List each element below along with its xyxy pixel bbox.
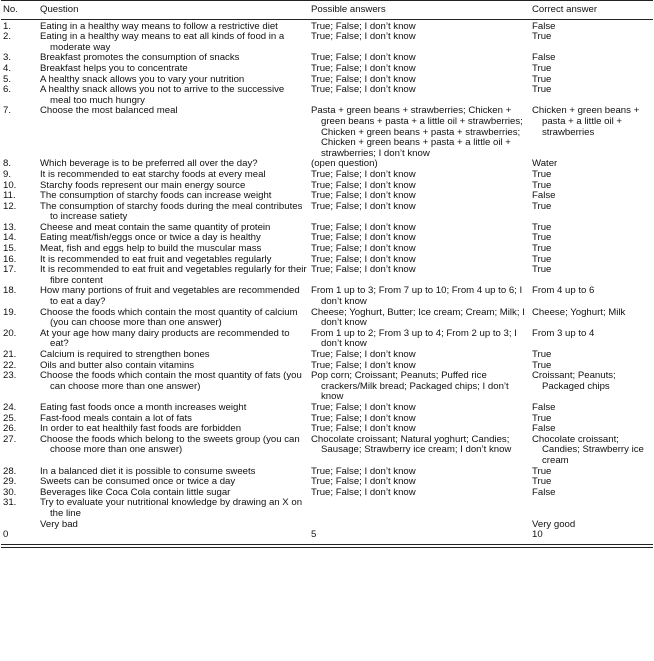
scale-values-row bbox=[1, 530, 653, 544]
table-row bbox=[1, 265, 653, 286]
row-correct-answer: True bbox=[532, 31, 552, 43]
header-question: Question bbox=[38, 1, 309, 20]
row-number: 28. bbox=[3, 465, 17, 477]
row-possible-answers: Pop corn; Croissant; Peanuts; Puffed rice crackers/Milk bread; Packaged chips; I don’t know bbox=[311, 370, 509, 403]
row-correct-answer: False bbox=[532, 423, 556, 435]
row-possible-answers: True; False; I don’t know bbox=[311, 232, 416, 244]
row-possible-answers: From 1 up to 3; From 7 up to 10; From 4 up to 6; I don’t know bbox=[311, 285, 523, 308]
row-question: Beverages like Coca Cola contain little sugar bbox=[40, 486, 231, 498]
row-correct-answer: True bbox=[532, 84, 552, 96]
row-correct-answer: Cheese; Yoghurt; Milk bbox=[532, 306, 626, 318]
row-correct-answer: True bbox=[532, 412, 552, 424]
row-correct-answer: True bbox=[532, 349, 552, 360]
row-number: 11. bbox=[3, 190, 16, 202]
table-row bbox=[1, 202, 653, 223]
bottom-rule bbox=[1, 547, 653, 548]
row-correct-answer: Water bbox=[532, 158, 558, 170]
scale-min-value: 0 bbox=[3, 529, 9, 541]
header-no: No. bbox=[1, 1, 38, 20]
row-question: Eating in a healthy way means to follow a restrictive diet bbox=[40, 20, 278, 32]
row-correct-answer: True bbox=[532, 243, 552, 255]
row-number: 8. bbox=[3, 158, 12, 170]
scale-mid-value: 5 bbox=[311, 529, 317, 541]
row-possible-answers: True; False; I don’t know bbox=[311, 423, 416, 435]
row-correct-answer: True bbox=[532, 465, 552, 477]
row-question: At your age how many dairy products are recommended to eat? bbox=[40, 327, 290, 350]
row-question: Choose the foods which contain the most quantity of calcium (you can choose more than one answer) bbox=[40, 306, 298, 329]
table-row bbox=[1, 106, 653, 159]
row-number: 19. bbox=[3, 306, 17, 318]
row-number: 13. bbox=[3, 221, 17, 233]
row-question: Choose the foods which contain the most quantity of fats (you can choose more than one answer) bbox=[40, 370, 302, 392]
row-question: Breakfast helps you to concentrate bbox=[40, 62, 188, 74]
row-possible-answers: True; False; I don’t know bbox=[311, 349, 416, 360]
row-correct-answer: From 3 up to 4 bbox=[532, 327, 595, 339]
table-body bbox=[1, 19, 653, 544]
row-possible-answers: True; False; I don’t know bbox=[311, 359, 416, 371]
row-number: 26. bbox=[3, 423, 17, 435]
row-number: 24. bbox=[3, 401, 17, 413]
row-correct-answer: Croissant; Peanuts; Packaged chips bbox=[532, 370, 616, 392]
row-correct-answer: True bbox=[532, 253, 552, 265]
row-correct-answer: True bbox=[532, 359, 552, 371]
row-number: 6. bbox=[3, 84, 12, 96]
row-number: 14. bbox=[3, 232, 17, 244]
row-correct-answer: True bbox=[532, 232, 552, 244]
table-row bbox=[1, 350, 653, 361]
row-number: 9. bbox=[3, 168, 12, 180]
row-question: The consumption of starchy foods can increase weight bbox=[40, 190, 272, 202]
scale-labels-row bbox=[1, 520, 653, 531]
row-possible-answers: True; False; I don’t know bbox=[311, 221, 416, 233]
table-row bbox=[1, 435, 653, 467]
row-question: Cheese and meat contain the same quantity of protein bbox=[40, 221, 271, 233]
row-question: Eating in a healthy way means to eat all kinds of food in a moderate way bbox=[40, 31, 285, 53]
row-question: Choose the foods which belong to the sweets group (you can choose more than one answer) bbox=[40, 433, 300, 456]
row-question: Eating meat/fish/eggs once or twice a day is healthy bbox=[40, 232, 261, 244]
row-question: Which beverage is to be preferred all over the day? bbox=[40, 158, 258, 170]
row-correct-answer: Chicken + green beans + pasta + a little oil + strawberries bbox=[532, 105, 640, 138]
row-possible-answers: True; False; I don’t know bbox=[311, 486, 416, 498]
row-correct-answer: False bbox=[532, 20, 556, 32]
row-correct-answer: Chocolate croissant; Candies; Strawberry ice cream bbox=[532, 433, 644, 466]
row-possible-answers: True; False; I don’t know bbox=[311, 412, 416, 424]
scale-high-label: Very good bbox=[532, 518, 576, 530]
table-row bbox=[1, 498, 653, 519]
row-possible-answers: From 1 up to 2; From 3 up to 4; From 2 up to 3; I don’t know bbox=[311, 327, 517, 350]
row-possible-answers: True; False; I don’t know bbox=[311, 73, 416, 85]
row-question: In a balanced diet it is possible to consume sweets bbox=[40, 465, 256, 477]
row-number: 5. bbox=[3, 73, 12, 85]
row-number: 25. bbox=[3, 412, 17, 424]
row-number: 1. bbox=[3, 20, 12, 32]
row-possible-answers: True; False; I don’t know bbox=[311, 190, 416, 202]
row-correct-answer: True bbox=[532, 221, 552, 233]
row-correct-answer: False bbox=[532, 486, 556, 498]
row-possible-answers: Chocolate croissant; Natural yoghurt; Candies; Sausage; Strawberry ice cream; I don’t know bbox=[311, 433, 512, 456]
row-possible-answers: True; False; I don’t know bbox=[311, 465, 416, 477]
row-question: Try to evaluate your nutritional knowledge by drawing an X on the line bbox=[40, 497, 303, 519]
row-possible-answers: True; False; I don’t know bbox=[311, 200, 416, 212]
row-question: A healthy snack allows you to vary your nutrition bbox=[40, 73, 245, 85]
row-question: Oils and butter also contain vitamins bbox=[40, 359, 195, 371]
row-question: Eating fast foods once a month increases weight bbox=[40, 401, 247, 413]
table-row bbox=[1, 403, 653, 414]
row-possible-answers: Cheese; Yoghurt, Butter; Ice cream; Cream; Milk; I don’t know bbox=[311, 306, 525, 329]
table-row bbox=[1, 308, 653, 329]
row-number: 12. bbox=[3, 200, 17, 212]
row-number: 27. bbox=[3, 433, 17, 445]
row-possible-answers: True; False; I don’t know bbox=[311, 401, 416, 413]
row-possible-answers: True; False; I don’t know bbox=[311, 31, 416, 43]
row-question: Starchy foods represent our main energy source bbox=[40, 179, 246, 191]
row-correct-answer: False bbox=[532, 52, 556, 64]
row-possible-answers: True; False; I don’t know bbox=[311, 264, 416, 276]
row-possible-answers: True; False; I don’t know bbox=[311, 253, 416, 265]
row-question: The consumption of starchy foods during the meal contributes to increase satiety bbox=[40, 200, 303, 223]
row-correct-answer: False bbox=[532, 190, 556, 202]
row-correct-answer: True bbox=[532, 264, 552, 276]
row-question: It is recommended to eat starchy foods at every meal bbox=[40, 168, 266, 180]
table-row bbox=[1, 329, 653, 350]
row-number: 31. bbox=[3, 497, 17, 509]
row-question: Breakfast promotes the consumption of snacks bbox=[40, 52, 240, 64]
row-question: Sweets can be consumed once or twice a day bbox=[40, 476, 236, 488]
table-row bbox=[1, 286, 653, 307]
row-question: It is recommended to eat fruit and vegetables regularly for their fibre content bbox=[40, 264, 307, 286]
row-possible-answers: True; False; I don’t know bbox=[311, 52, 416, 64]
table-row bbox=[1, 371, 653, 403]
row-question: How many portions of fruit and vegetables are recommended to eat a day? bbox=[40, 285, 300, 308]
row-question: Calcium is required to strengthen bones bbox=[40, 349, 210, 360]
row-number: 18. bbox=[3, 285, 17, 297]
row-number: 29. bbox=[3, 476, 17, 488]
row-number: 23. bbox=[3, 370, 17, 382]
row-question: Choose the most balanced meal bbox=[40, 105, 178, 117]
row-question: A healthy snack allows you not to arrive to the successive meal too much hungry bbox=[40, 84, 285, 106]
row-correct-answer: False bbox=[532, 401, 556, 413]
table-row bbox=[1, 170, 653, 181]
row-possible-answers: True; False; I don’t know bbox=[311, 62, 416, 74]
row-correct-answer: From 4 up to 6 bbox=[532, 285, 595, 297]
row-question: Fast-food meals contain a lot of fats bbox=[40, 412, 192, 424]
row-number: 10. bbox=[3, 179, 17, 191]
row-number: 20. bbox=[3, 327, 17, 339]
row-number: 3. bbox=[3, 52, 12, 64]
row-possible-answers: True; False; I don’t know bbox=[311, 20, 416, 32]
row-number: 16. bbox=[3, 253, 17, 265]
row-correct-answer: True bbox=[532, 476, 552, 488]
row-number: 7. bbox=[3, 105, 12, 117]
row-correct-answer: True bbox=[532, 168, 552, 180]
row-correct-answer: True bbox=[532, 179, 552, 191]
row-question: It is recommended to eat fruit and vegetables regularly bbox=[40, 253, 272, 265]
row-number: 15. bbox=[3, 243, 17, 255]
row-number: 17. bbox=[3, 264, 17, 276]
row-possible-answers: True; False; I don’t know bbox=[311, 179, 416, 191]
table-row bbox=[1, 32, 653, 53]
row-possible-answers: True; False; I don’t know bbox=[311, 84, 416, 96]
row-correct-answer: True bbox=[532, 62, 552, 74]
header-possible-answers: Possible answers bbox=[309, 1, 530, 20]
table-header-row bbox=[1, 1, 653, 20]
row-number: 30. bbox=[3, 486, 17, 498]
table-row bbox=[1, 85, 653, 106]
row-correct-answer: True bbox=[532, 200, 552, 212]
row-possible-answers: True; False; I don’t know bbox=[311, 168, 416, 180]
questionnaire-table bbox=[1, 0, 653, 545]
row-number: 2. bbox=[3, 31, 12, 43]
row-question: In order to eat healthily fast foods are forbidden bbox=[40, 423, 242, 435]
header-correct-answer: Correct answer bbox=[530, 1, 653, 20]
scale-max-value: 10 bbox=[532, 529, 543, 541]
row-question: Meat, fish and eggs help to build the muscular mass bbox=[40, 243, 262, 255]
row-number: 21. bbox=[3, 349, 17, 360]
table-row bbox=[1, 64, 653, 75]
row-number: 22. bbox=[3, 359, 17, 371]
scale-low-label: Very bad bbox=[40, 518, 78, 530]
row-possible-answers: Pasta + green beans + strawberries; Chicken + green beans + pasta + a little oil + strawberries; Chicken + green beans + pasta + strawberries; Chicken + green beans + pasta + a little oil + strawberries; I don’t know bbox=[311, 105, 523, 159]
row-possible-answers: True; False; I don’t know bbox=[311, 243, 416, 255]
row-correct-answer: True bbox=[532, 73, 552, 85]
row-possible-answers: (open question) bbox=[311, 158, 378, 170]
row-number: 4. bbox=[3, 62, 12, 74]
row-possible-answers: True; False; I don’t know bbox=[311, 476, 416, 488]
